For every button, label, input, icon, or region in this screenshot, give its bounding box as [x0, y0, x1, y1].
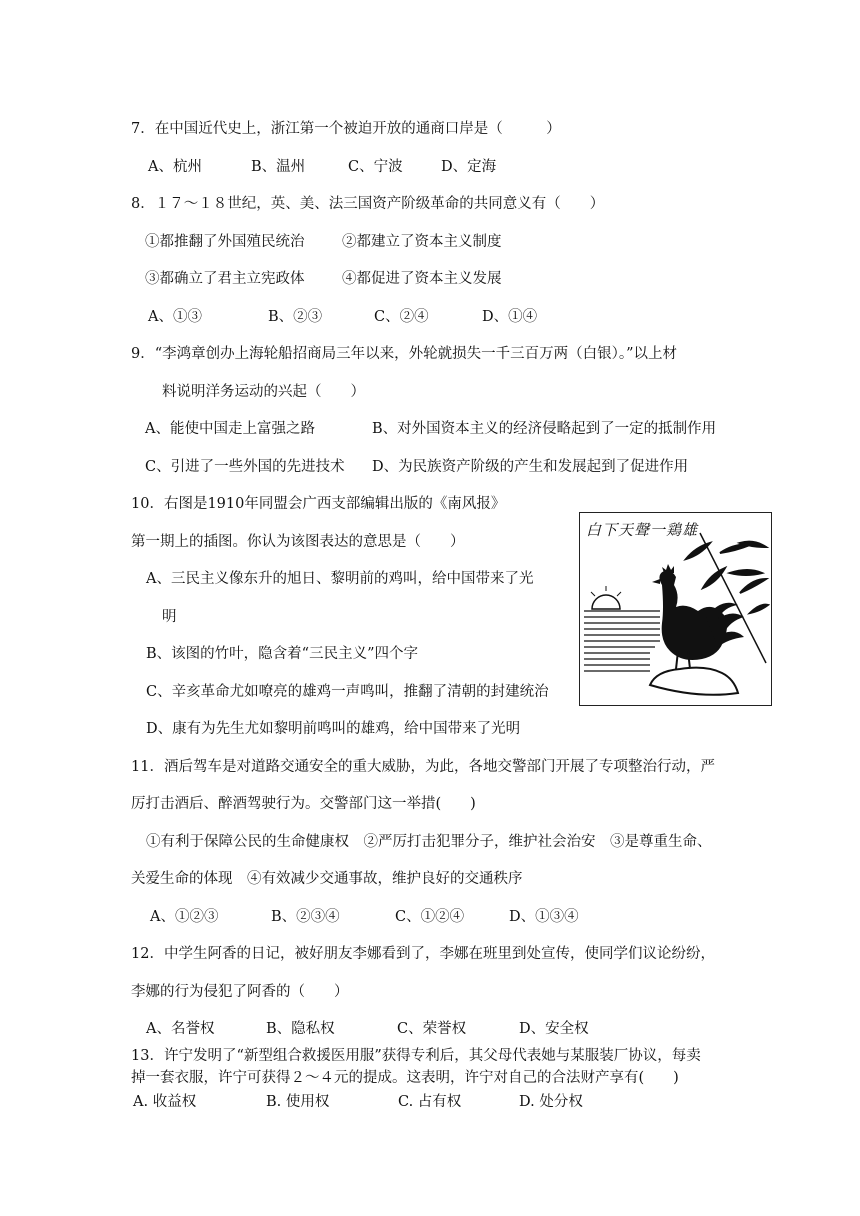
q9-option-a: A、能使中国走上富强之路 — [145, 421, 315, 437]
figure-caption: 白下天聲一鶏雄 — [586, 521, 699, 539]
q13-option-b: B. 使用权 — [266, 1094, 330, 1110]
q10-option-d: D、康有为先生尤如黎明前鸣叫的雄鸡，给中国带来了光明 — [146, 721, 521, 737]
q9-option-d: D、为民族资产阶级的产生和发展起到了促进作用 — [372, 459, 689, 475]
sea-lines — [584, 611, 660, 671]
q10-option-c: C、辛亥革命尤如嘹亮的雄鸡一声鸣叫，推翻了清朝的封建统治 — [146, 684, 549, 700]
q11-option-c: C、①②④ — [395, 909, 465, 925]
q9-stem-line-1: 9．“李鸿章创办上海轮船招商局三年以来，外轮就损失一千三百万两（白银）。”以上材 — [131, 346, 678, 362]
q12-option-a: A、名誉权 — [146, 1021, 215, 1037]
q9-option-b: B、对外国资本主义的经济侵略起到了一定的抵制作用 — [372, 421, 717, 437]
q10-option-b: B、该图的竹叶，隐含着“三民主义”四个字 — [146, 646, 418, 662]
q11-option-a: A、①②③ — [150, 909, 219, 925]
q13-stem-line-2: 掉一套衣服，许宁可获得２～４元的提成。这表明，许宁对自己的合法财产享有( ) — [131, 1070, 679, 1086]
rooster-illustration — [579, 512, 772, 706]
q8-item-2: ②都建立了资本主义制度 — [342, 234, 502, 250]
q13-option-c: C. 占有权 — [398, 1094, 462, 1110]
q11-option-b: B、②③④ — [271, 909, 340, 925]
q8-option-c: C、②④ — [374, 309, 429, 325]
q7-option-a: A、杭州 — [148, 159, 202, 175]
q8-item-4: ④都促进了资本主义发展 — [342, 271, 502, 287]
q11-option-d: D、①③④ — [509, 909, 579, 925]
q10-option-a-line-1: A、三民主义像东升的旭日、黎明前的鸡叫，给中国带来了光 — [146, 571, 534, 587]
q11-items-line-1: ①有利于保障公民的生命健康权 ②严厉打击犯罪分子，维护社会治安 ③是尊重生命、 — [146, 834, 712, 850]
q12-stem-line-1: 12．中学生阿香的日记，被好朋友李娜看到了，李娜在班里到处宣传，使同学们议论纷纷， — [131, 946, 715, 962]
q7-stem: 7．在中国近代史上，浙江第一个被迫开放的通商口岸是（ ） — [131, 121, 561, 137]
q12-stem-line-2: 李娜的行为侵犯了阿香的（ ） — [131, 984, 349, 1000]
q11-stem-line-1: 11．酒后驾车是对道路交通安全的重大威胁，为此，各地交警部门开展了专项整治行动，严 — [131, 759, 715, 775]
q9-option-c: C、引进了一些外国的先进技术 — [145, 459, 345, 475]
q13-option-a: A. 收益权 — [133, 1094, 197, 1110]
q8-stem: 8．１７～１８世纪，英、美、法三国资产阶级革命的共同意义有（ ） — [131, 196, 605, 212]
q12-option-d: D、安全权 — [519, 1021, 589, 1037]
q8-option-a: A、①③ — [148, 309, 202, 325]
q10-option-a-line-2: 明 — [162, 609, 177, 625]
rock-icon — [650, 668, 738, 695]
q8-option-b: B、②③ — [268, 309, 323, 325]
q7-option-b: B、温州 — [251, 159, 306, 175]
q9-stem-line-2: 料说明洋务运动的兴起（ ） — [162, 384, 365, 400]
q8-option-d: D、①④ — [482, 309, 538, 325]
q11-stem-line-2: 厉打击酒后、醉酒驾驶行为。交警部门这一举措( ) — [131, 796, 476, 812]
q12-option-c: C、荣誉权 — [397, 1021, 467, 1037]
q10-stem-line-1: 10．右图是1910年同盟会广西支部编辑出版的《南风报》 — [131, 496, 506, 512]
q12-option-b: B、隐私权 — [266, 1021, 335, 1037]
q11-items-line-2: 关爱生命的体现 ④有效减少交通事故，维护良好的交通秩序 — [131, 871, 523, 887]
q7-option-c: C、宁波 — [348, 159, 403, 175]
q13-option-d: D. 处分权 — [519, 1094, 583, 1110]
q8-item-1: ①都推翻了外国殖民统治 — [145, 234, 305, 250]
rooster-icon — [652, 564, 744, 669]
q8-item-3: ③都确立了君主立宪政体 — [145, 271, 305, 287]
rising-sun-icon — [591, 586, 621, 609]
rooster-drawing — [580, 513, 770, 704]
q10-stem-line-2: 第一期上的插图。你认为该图表达的意思是（ ） — [131, 534, 465, 550]
q7-option-d: D、定海 — [441, 159, 497, 175]
q13-stem-line-1: 13．许宁发明了“新型组合救援医用服”获得专利后，其父母代表她与某服装厂协议，每卖 — [131, 1048, 701, 1064]
